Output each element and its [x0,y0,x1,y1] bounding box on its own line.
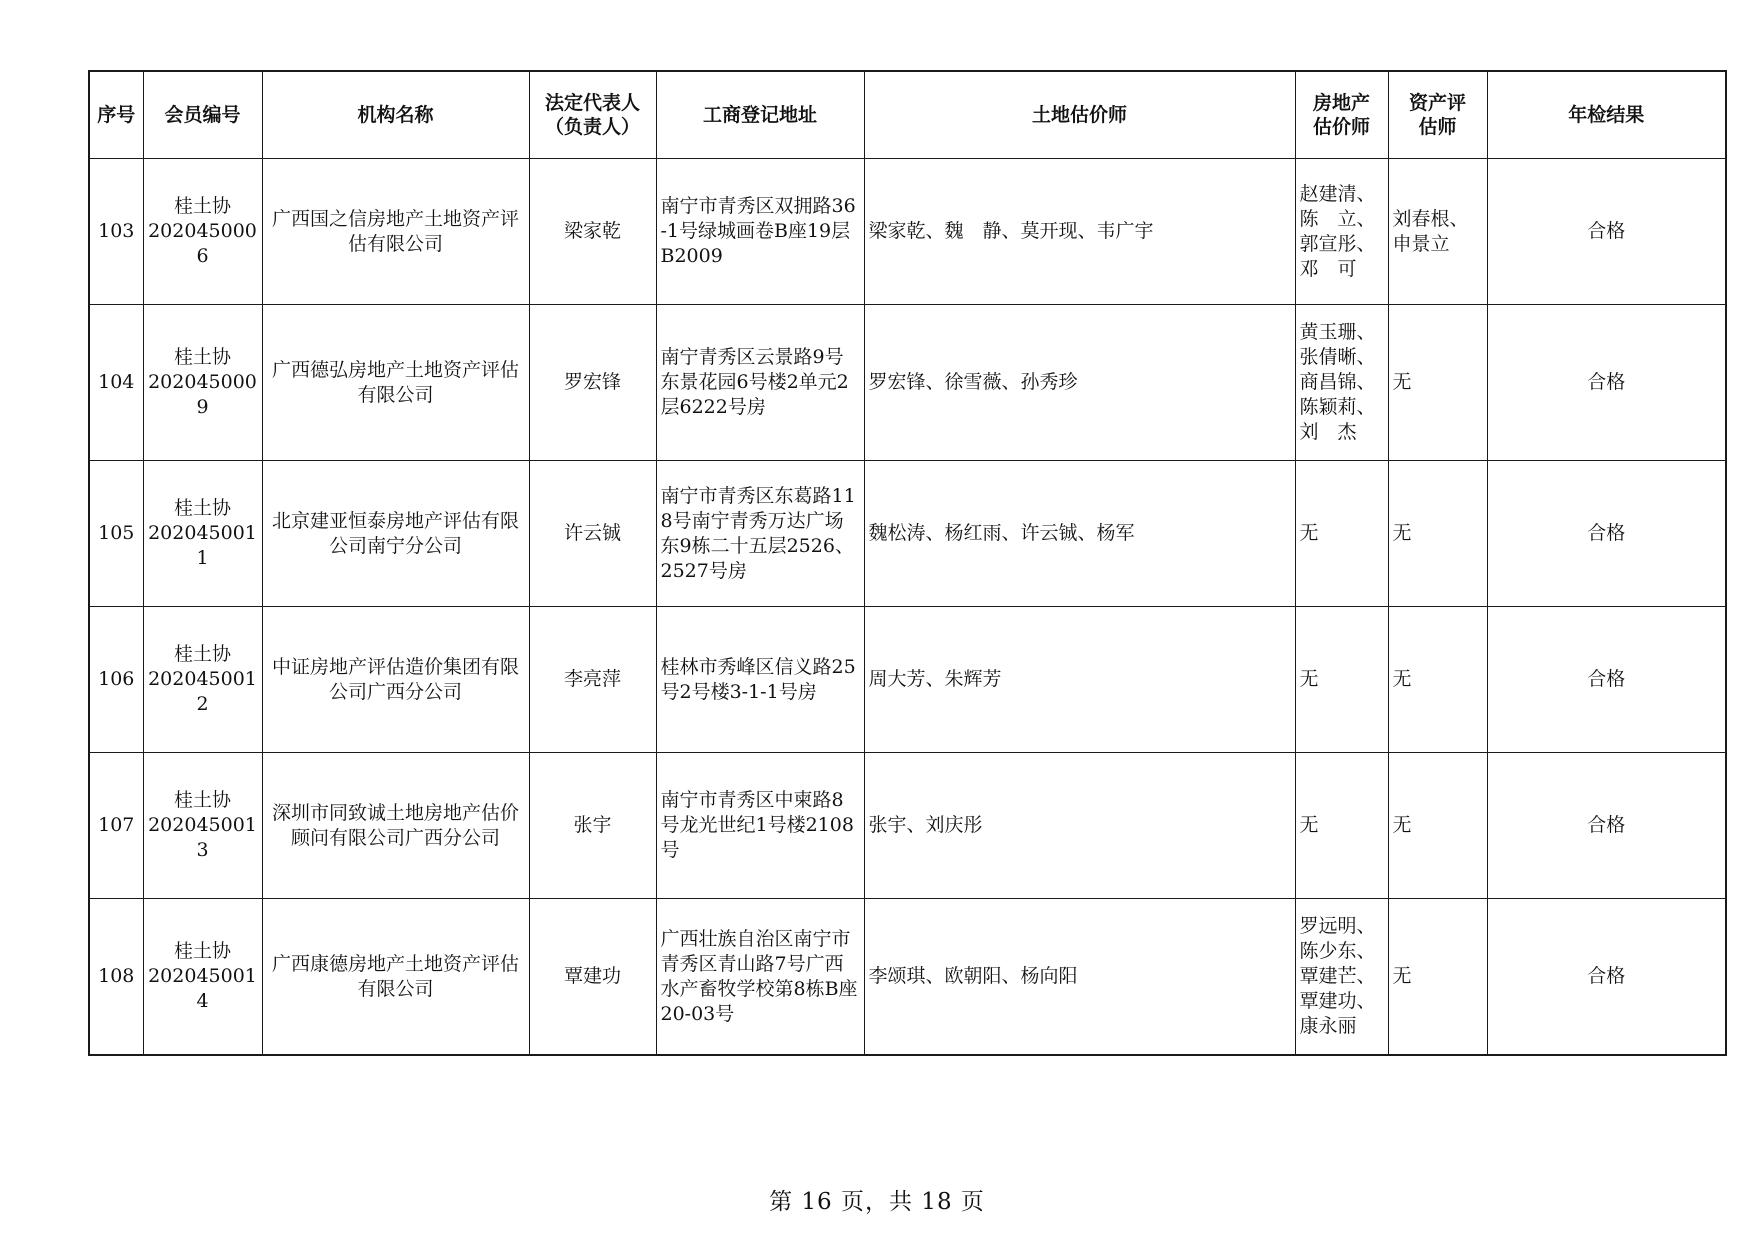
real-estate-valuers-cell: 无 [1295,461,1388,607]
land-valuers-cell: 梁家乾、魏 静、莫开现、韦广宇 [864,159,1295,305]
asset-valuers-cell: 无 [1388,899,1487,1056]
table-header-row [89,71,1726,159]
seq-cell: 108 [89,899,143,1056]
result-cell: 合格 [1487,753,1726,899]
table-row [89,461,1726,607]
address-cell: 南宁市青秀区东葛路118号南宁青秀万达广场东9栋二十五层2526、2527号房 [656,461,864,607]
org-name-cell: 中证房地产评估造价集团有限公司广西分公司 [262,607,529,753]
asset-valuers-cell: 无 [1388,753,1487,899]
header-seq: 序号 [89,71,143,159]
real-estate-valuers-cell: 黄玉珊、张倩晰、商昌锦、陈颖莉、刘 杰 [1295,305,1388,461]
member-no-cell [143,607,262,753]
legal-rep-cell: 罗宏锋 [529,305,656,461]
member-code: 2020450014 [148,965,257,1012]
land-valuers-cell: 周大芳、朱辉芳 [864,607,1295,753]
header-real-estate-valuers: 房地产估价师 [1295,71,1388,159]
legal-rep-cell: 梁家乾 [529,159,656,305]
real-estate-valuers-cell: 赵建清、陈 立、郭宣彤、邓 可 [1295,159,1388,305]
org-name-cell: 广西德弘房地产土地资产评估有限公司 [262,305,529,461]
member-prefix: 桂土协 [173,497,231,519]
page-number-footer: 第 16 页，共 18 页 [769,1189,985,1215]
org-name-cell: 广西康德房地产土地资产评估有限公司 [262,899,529,1056]
header-member-no: 会员编号 [143,71,262,159]
address-cell: 南宁市青秀区双拥路36-1号绿城画卷B座19层B2009 [656,159,864,305]
org-name-cell: 深圳市同致诚土地房地产估价顾问有限公司广西分公司 [262,753,529,899]
legal-rep-cell: 许云铖 [529,461,656,607]
result-cell: 合格 [1487,461,1726,607]
header-address: 工商登记地址 [656,71,864,159]
member-no-cell [143,899,262,1056]
asset-valuers-cell: 无 [1388,461,1487,607]
seq-cell: 107 [89,753,143,899]
member-prefix: 桂土协 [173,346,231,368]
member-prefix: 桂土协 [173,940,231,962]
land-valuers-cell: 魏松涛、杨红雨、许云铖、杨军 [864,461,1295,607]
table-row [89,607,1726,753]
result-cell: 合格 [1487,607,1726,753]
member-no-cell [143,753,262,899]
member-code: 2020450006 [148,220,257,267]
asset-valuers-cell: 无 [1388,305,1487,461]
member-no-cell [143,305,262,461]
member-code: 2020450011 [148,522,257,569]
header-land-valuers: 土地估价师 [864,71,1295,159]
table-row [89,753,1726,899]
address-cell: 南宁青秀区云景路9号东景花园6号楼2单元2层6222号房 [656,305,864,461]
real-estate-valuers-cell: 无 [1295,753,1388,899]
address-cell: 南宁市青秀区中柬路8号龙光世纪1号楼2108号 [656,753,864,899]
table-row [89,159,1726,305]
legal-rep-cell: 李亮萍 [529,607,656,753]
header-result: 年检结果 [1487,71,1726,159]
member-roster-table [88,70,1727,1056]
asset-valuers-cell: 刘春根、申景立 [1388,159,1487,305]
real-estate-valuers-cell: 罗远明、陈少东、覃建芒、覃建功、康永丽 [1295,899,1388,1056]
member-code: 2020450009 [148,371,257,418]
org-name-cell: 广西国之信房地产土地资产评估有限公司 [262,159,529,305]
org-name-cell: 北京建亚恒泰房地产评估有限公司南宁分公司 [262,461,529,607]
seq-cell: 103 [89,159,143,305]
result-cell: 合格 [1487,899,1726,1056]
table-row [89,305,1726,461]
real-estate-valuers-cell: 无 [1295,607,1388,753]
member-no-cell [143,159,262,305]
seq-cell: 106 [89,607,143,753]
table-row [89,899,1726,1056]
seq-cell: 104 [89,305,143,461]
land-valuers-cell: 罗宏锋、徐雪薇、孙秀珍 [864,305,1295,461]
member-code: 2020450013 [148,814,257,861]
header-asset-valuers: 资产评估师 [1388,71,1487,159]
member-no-cell [143,461,262,607]
member-prefix: 桂土协 [173,195,231,217]
address-cell: 桂林市秀峰区信义路25号2号楼3-1-1号房 [656,607,864,753]
address-cell: 广西壮族自治区南宁市青秀区青山路7号广西水产畜牧学校第8栋B座20-03号 [656,899,864,1056]
member-prefix: 桂土协 [173,643,231,665]
header-org-name: 机构名称 [262,71,529,159]
header-legal-rep: 法定代表人（负责人） [529,71,656,159]
result-cell: 合格 [1487,159,1726,305]
legal-rep-cell: 覃建功 [529,899,656,1056]
land-valuers-cell: 李颂琪、欧朝阳、杨向阳 [864,899,1295,1056]
member-prefix: 桂土协 [173,789,231,811]
asset-valuers-cell: 无 [1388,607,1487,753]
land-valuers-cell: 张宇、刘庆彤 [864,753,1295,899]
legal-rep-cell: 张宇 [529,753,656,899]
member-code: 2020450012 [148,668,257,715]
seq-cell: 105 [89,461,143,607]
result-cell: 合格 [1487,305,1726,461]
